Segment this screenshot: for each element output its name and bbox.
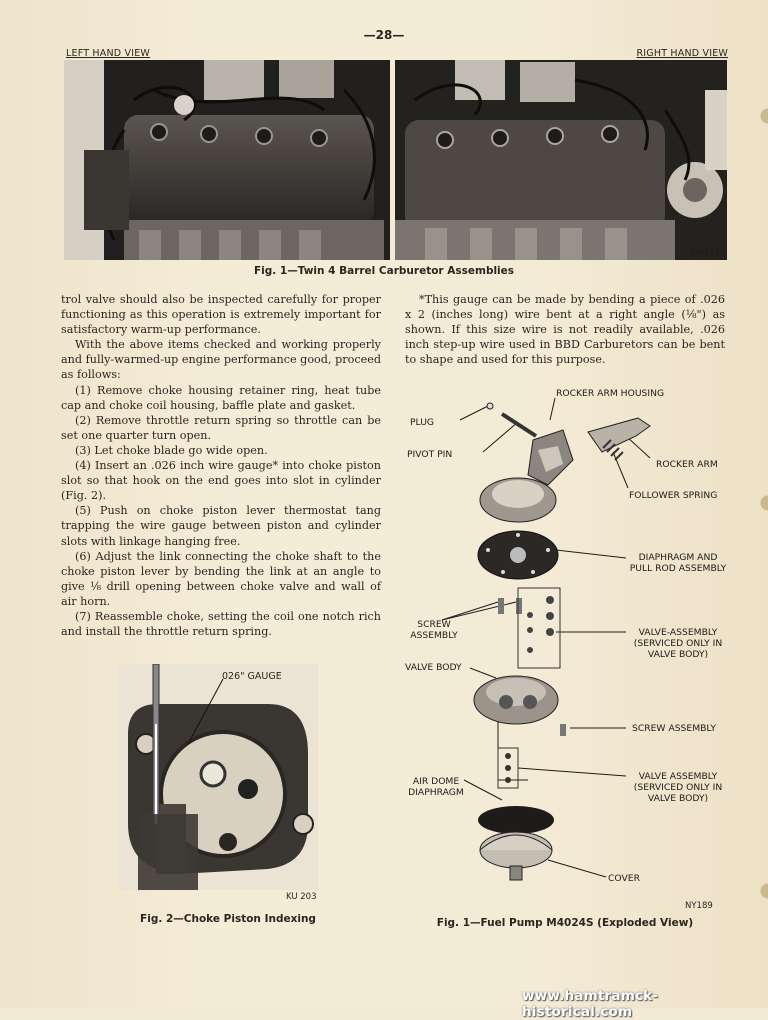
choke-piston-photo <box>118 664 318 890</box>
binder-hole <box>754 105 768 127</box>
photo-code: NN973 <box>691 248 720 258</box>
label-pivot-pin: PIVOT PIN <box>407 449 453 460</box>
label-plug: PLUG <box>410 417 435 428</box>
label-valve-body: VALVE BODY <box>405 662 462 673</box>
label-valve-assembly-2: VALVE ASSEMBLY (SERVICED ONLY IN VALVE BODY) <box>633 771 723 804</box>
right-text-column <box>405 292 725 367</box>
photo-code: KU 203 <box>286 892 317 902</box>
label-air-dome-diaphragm: AIR DOME DIAPHRAGM <box>408 776 464 798</box>
label-rocker-arm-housing: ROCKER ARM HOUSING <box>556 388 665 399</box>
footnote: *This gauge can be made by bending a piece of .026 x 2 (inches long) wire bent at a right angle (⅛") as shown. If this size wire is not readily available, .026 inch step-up wire used in BBD Carburetors can be bent to shape and used for this purpose. <box>405 293 725 367</box>
figure-caption: Fig. 2—Choke Piston Indexing <box>140 913 316 925</box>
label-screw-assembly-right: SCREW ASSEMBLY <box>632 723 716 734</box>
left-hand-view-label: LEFT HAND VIEW <box>66 48 150 59</box>
engine-photo-left <box>64 60 390 260</box>
step: (5) Push on choke piston lever thermostat tang trapping the wire gauge between piston and cylinder slots with linkage hanging free. <box>61 504 381 548</box>
binder-hole <box>754 492 768 514</box>
figure-caption: Fig. 1—Fuel Pump M4024S (Exploded View) <box>436 917 694 929</box>
left-text-column <box>61 292 381 639</box>
diagram-code: NY189 <box>685 901 713 911</box>
label-diaphragm: DIAPHRAGM AND PULL ROD ASSEMBLY <box>629 552 727 574</box>
engine-photo-right <box>395 60 727 260</box>
step: (1) Remove choke housing retainer ring, heat tube cap and choke coil housing, baffle plate and gasket. <box>61 383 381 412</box>
paragraph: trol valve should also be inspected carefully for proper functioning as this operation is extremely important for satisfactory warm-up performance. <box>61 293 381 337</box>
step: (7) Reassemble choke, setting the coil one notch rich and install the throttle return spring. <box>61 609 381 639</box>
step: (3) Let choke blade go wide open. <box>75 443 268 457</box>
right-hand-view-label: RIGHT HAND VIEW <box>636 48 728 59</box>
paragraph: With the above items checked and working properly and fully-warmed-up engine performance good, proceed as follows: <box>61 338 381 382</box>
gauge-label: 026" GAUGE <box>222 671 282 682</box>
step: (2) Remove throttle return spring so throttle can be set one quarter turn open. <box>61 413 381 442</box>
figure-caption: Fig. 1—Twin 4 Barrel Carburetor Assemblies <box>253 265 515 277</box>
label-cover: COVER <box>608 873 640 884</box>
label-screw-assembly-left: SCREW ASSEMBLY <box>410 619 458 641</box>
step: (6) Adjust the link connecting the choke shaft to the choke piston lever by bending the link at an angle to give ⅛ drill opening between choke valve and wall of air horn. <box>61 549 381 608</box>
binder-hole <box>754 880 768 902</box>
label-rocker-arm: ROCKER ARM <box>656 459 718 470</box>
website-watermark: www.hamtramck-historical.com <box>522 988 659 1020</box>
label-valve-assembly-1: VALVE-ASSEMBLY (SERVICED ONLY IN VALVE BODY) <box>633 627 723 660</box>
page-number: —28— <box>363 28 405 42</box>
step: (4) Insert an .026 inch wire gauge* into choke piston slot so that hook on the end goes into slot in cylinder (Fig. 2). <box>61 459 381 503</box>
label-follower-spring: FOLLOWER SPRING <box>629 490 718 501</box>
